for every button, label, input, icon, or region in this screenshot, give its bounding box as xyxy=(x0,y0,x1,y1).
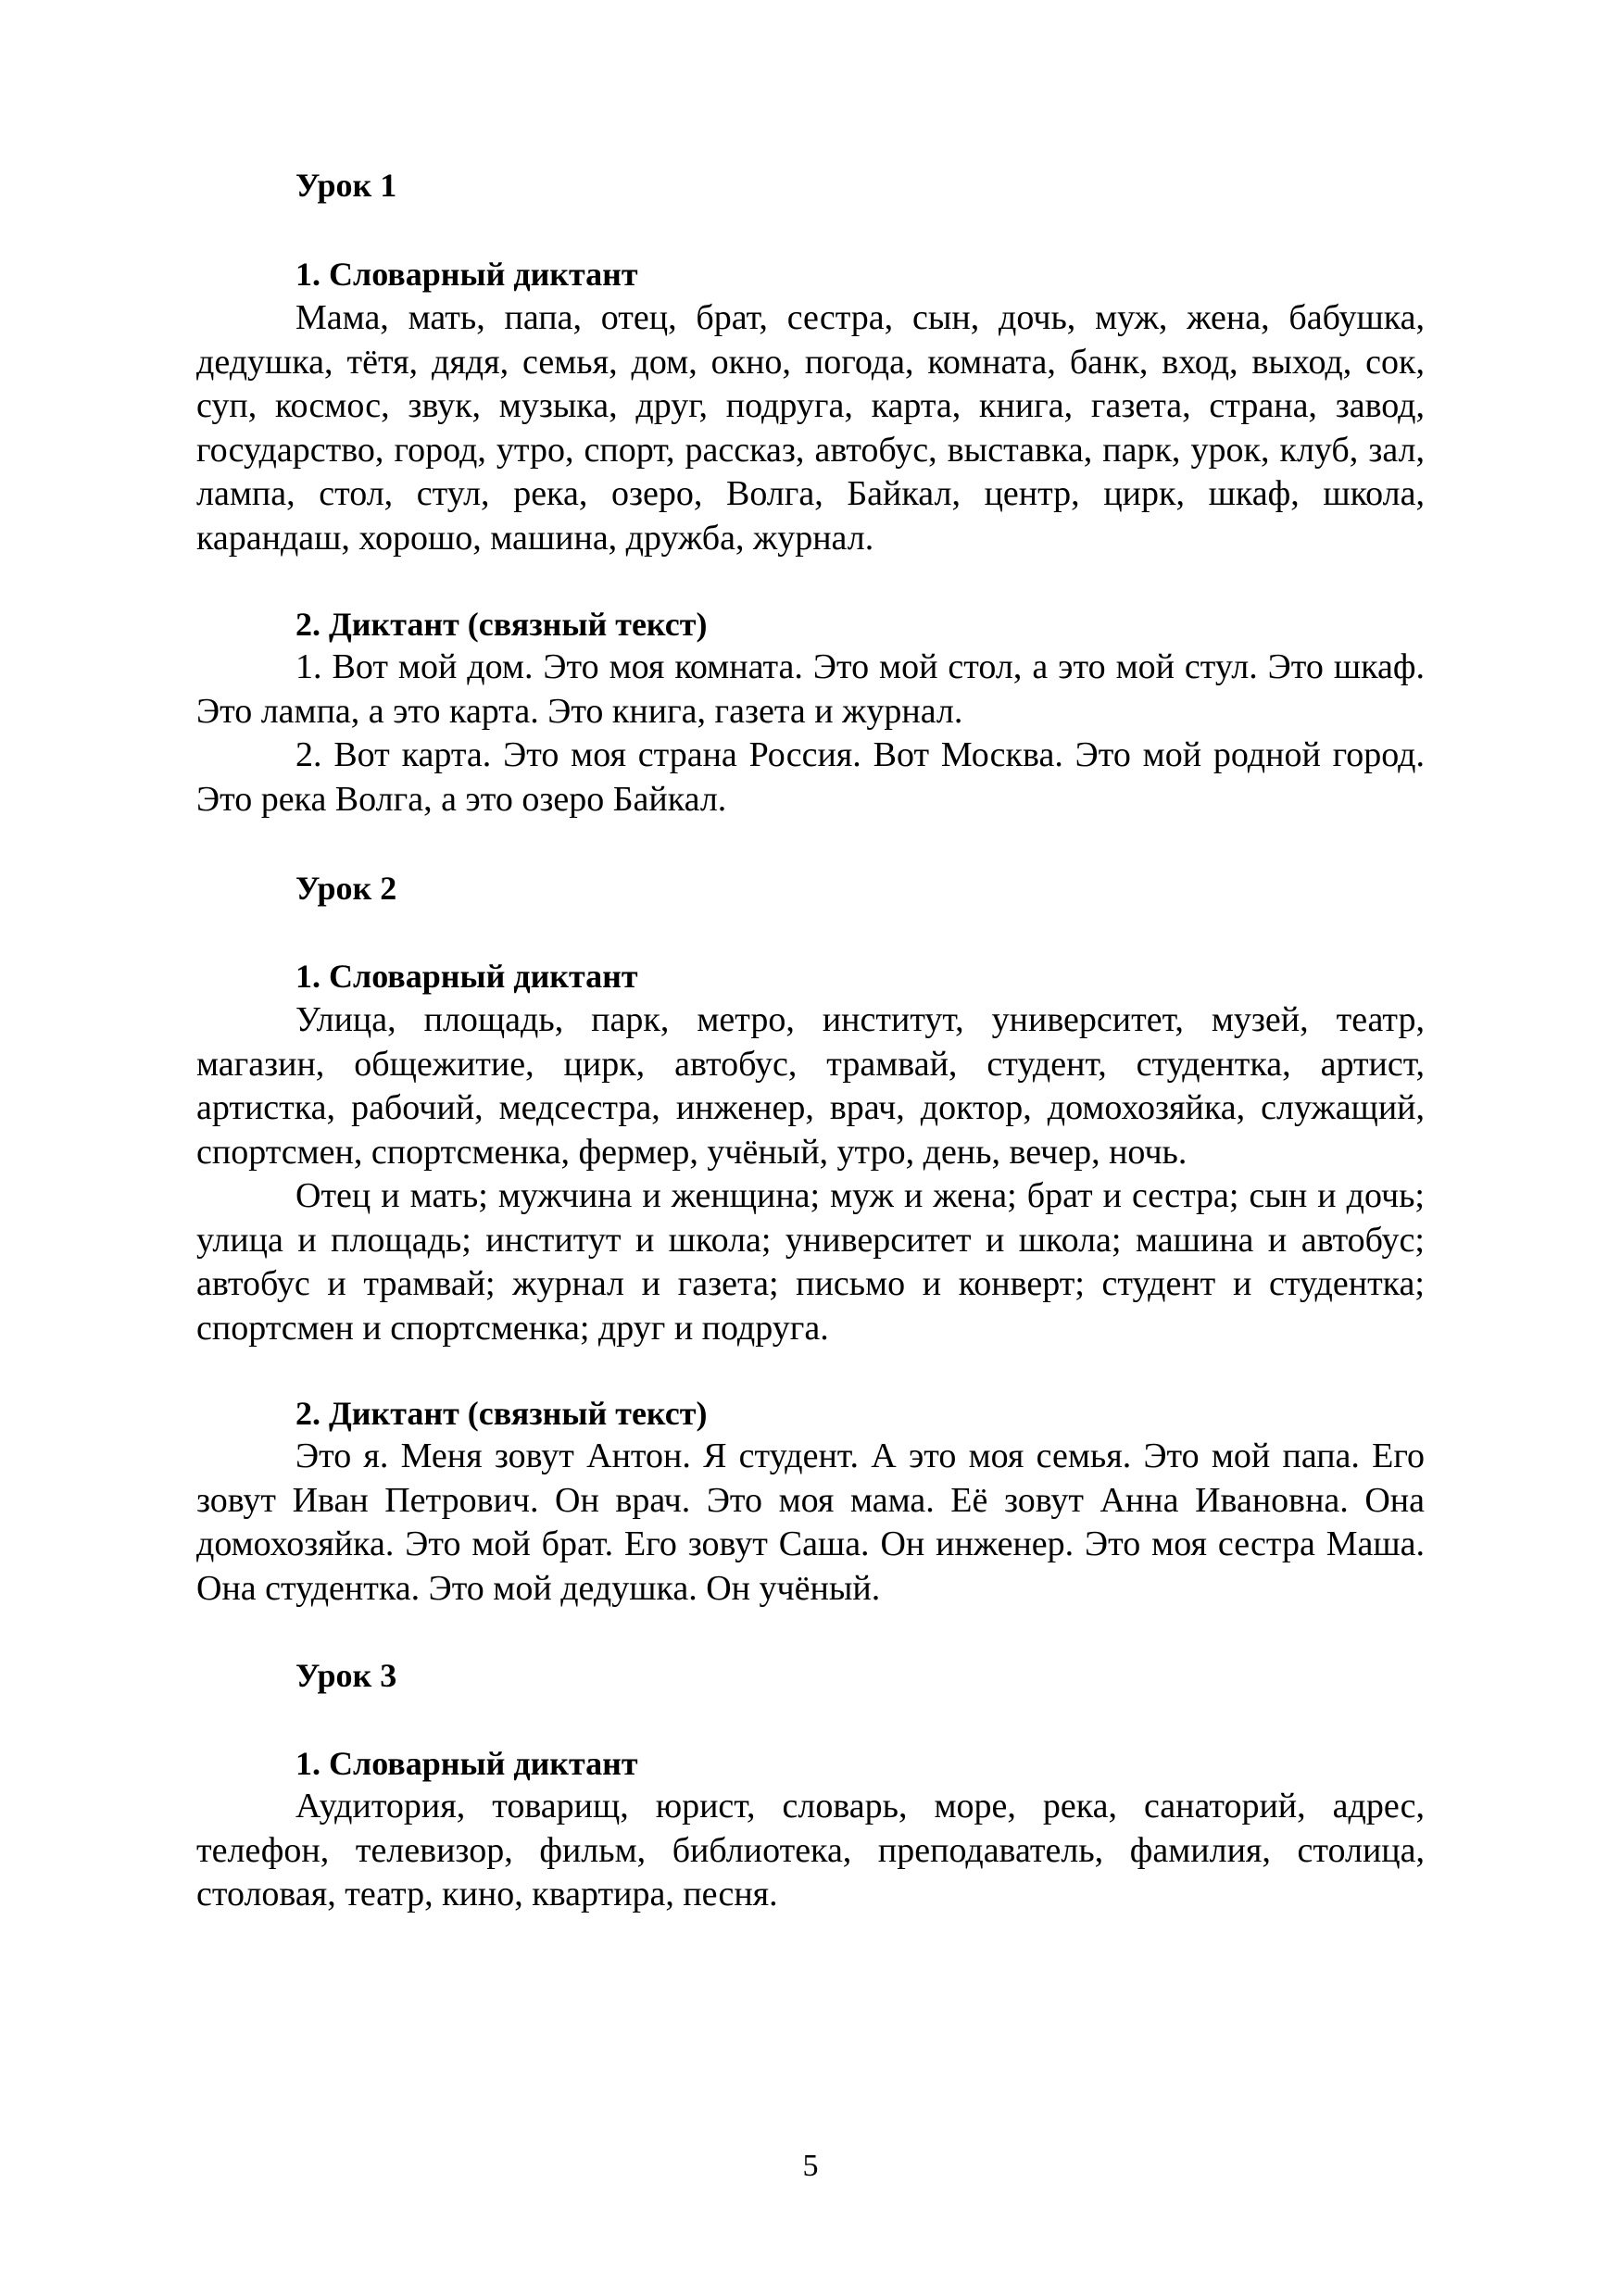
lesson-3-section-1-paragraph-1: Аудитория, товарищ, юрист, словарь, море, река, санаторий, адрес, телефон, телевизор, фильм, библиотека, преподаватель, фамилия, столица, столовая, театр, кино, квартира, песня. xyxy=(196,1787,1425,1913)
lesson-2-section-2-paragraph-1: Это я. Меня зовут Антон. Я студент. А это моя семья. Это мой папа. Его зовут Иван Петрович. Он врач. Это моя мама. Её зовут Анна Ивановна. Она домохозяйка. Это мой брат. Его зовут Саша. Он инженер. Это моя сестра Маша. Она студентка. Это мой дедушка. Он учёный. xyxy=(196,1437,1425,1608)
lesson-1-section-2-paragraph-1: 1. Вот мой дом. Это моя комната. Это мой стол, а это мой стул. Это шкаф. Это лампа, а это карта. Это книга, газета и журнал. xyxy=(196,647,1425,731)
lesson-3-title: Урок 3 xyxy=(295,1657,397,1694)
lesson-2-title: Урок 2 xyxy=(295,870,397,907)
lesson-2-section-1-paragraph-1: Улица, площадь, парк, метро, институт, университет, музей, театр, магазин, общежитие, цирк, автобус, трамвай, студент, студентка, артист, артистка, рабочий, медсестра, инженер, врач, доктор, домохозяйка, служащий, спортсмен, спортсменка, фермер, учёный, утро, день, вечер, ночь. xyxy=(196,1000,1425,1172)
lesson-2-section-1-title: 1. Словарный диктант xyxy=(295,958,638,995)
page-number: 5 xyxy=(802,2149,819,2183)
lesson-3-section-1-title: 1. Словарный диктант xyxy=(295,1745,638,1782)
lesson-2-section-2-title: 2. Диктант (связный текст) xyxy=(295,1395,708,1432)
lesson-1-section-1-paragraph-1: Мама, мать, папа, отец, брат, сестра, сын, дочь, муж, жена, бабушка, дедушка, тётя, дядя, семья, дом, окно, погода, комната, банк, вход, выход, сок, суп, космос, звук, музыка, друг, подруга, карта, книга, газета, страна, завод, государство, город, утро, спорт, рассказ, автобус, выставка, парк, урок, клуб, зал, лампа, стол, стул, река, озеро, Волга, Байкал, центр, цирк, шкаф, школа, карандаш, хорошо, машина, дружба, журнал. xyxy=(196,298,1425,558)
lesson-1-section-1-title: 1. Словарный диктант xyxy=(295,256,638,293)
lesson-1-title: Урок 1 xyxy=(295,167,397,204)
lesson-1-section-2-paragraph-2: 2. Вот карта. Это моя страна Россия. Вот Москва. Это мой родной город. Это река Волга, а это озеро Байкал. xyxy=(196,735,1425,819)
lesson-2-section-1-paragraph-2: Отец и мать; мужчина и женщина; муж и жена; брат и сестра; сын и дочь; улица и площадь; институт и школа; университет и школа; машина и автобус; автобус и трамвай; журнал и газета; письмо и конверт; студент и студентка; спортсмен и спортсменка; друг и подруга. xyxy=(196,1176,1425,1348)
lesson-1-section-2-title: 2. Диктант (связный текст) xyxy=(295,606,708,643)
